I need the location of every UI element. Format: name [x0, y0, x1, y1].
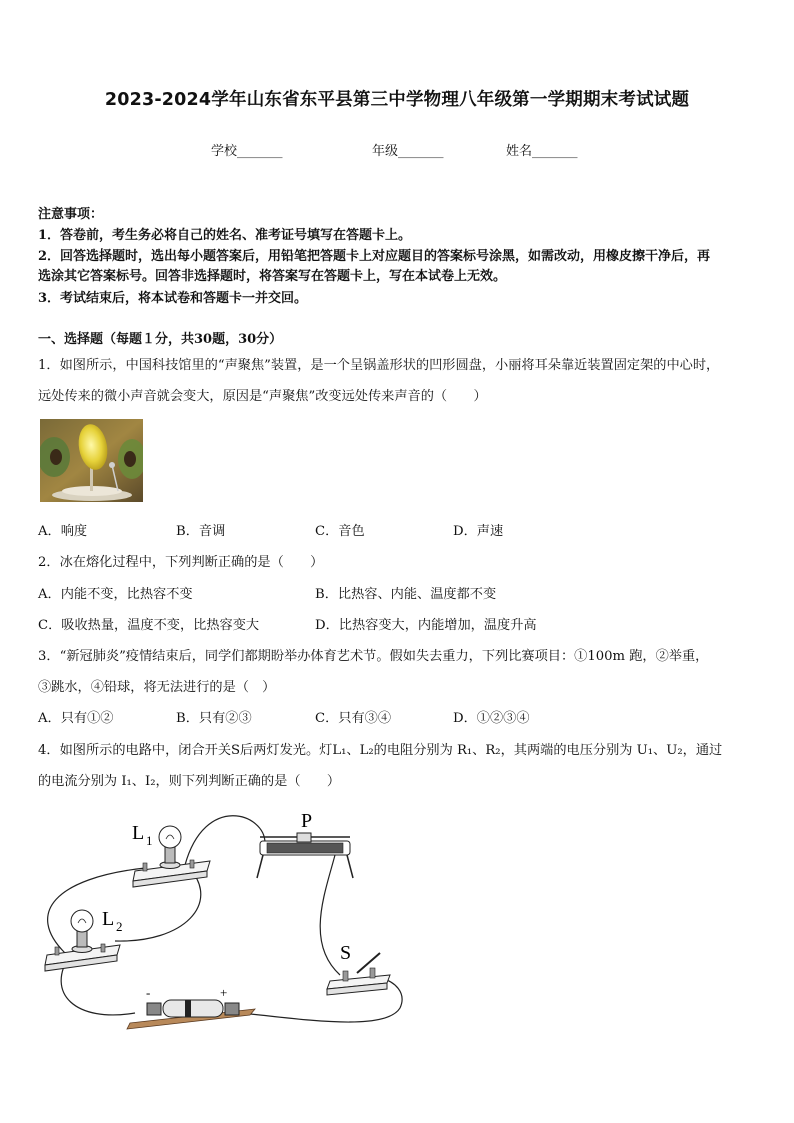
name-field: 姓名_______ — [506, 144, 578, 159]
notice-heading: 注意事项： — [38, 207, 104, 222]
q1-option: D．声速 — [453, 524, 504, 539]
label-l2: L — [102, 908, 115, 930]
wire — [185, 816, 265, 865]
q4-stem-line2: 的电流分别为 I₁、I₂，则下列判断正确的是（ ） — [38, 774, 341, 789]
q2-option: B．比热容、内能、温度都不变 — [315, 587, 497, 602]
notice-item: 3．考试结束后，将本试卷和答题卡一并交回。 — [38, 291, 308, 306]
q2-option: D．比热容变大，内能增加，温度升高 — [315, 618, 537, 633]
q3-option: C．只有③④ — [315, 711, 392, 726]
page-title: 2023-2024学年山东省东平县第三中学物理八年级第一学期期末考试试题 — [104, 90, 690, 110]
notice-item: 选涂其它答案标号。回答非选择题时，将答案写在答题卡上，写在本试卷上无效。 — [38, 269, 507, 284]
q3-stem-line1: 3．“新冠肺炎”疫情结束后，同学们都期盼举办体育艺术节。假如失去重力，下列比赛项目：①100m 跑，②举重， — [38, 649, 709, 664]
q1-option: A．响度 — [38, 524, 88, 539]
label-p: P — [301, 810, 313, 832]
grade-field: 年级_______ — [372, 144, 444, 159]
label-minus: - — [146, 985, 151, 1000]
circuit-diagram — [35, 803, 410, 1031]
q2-stem: 2．冰在熔化过程中，下列判断正确的是（ ） — [38, 555, 324, 570]
label-l1-subscript: 1 — [146, 833, 153, 848]
sound-focus-photo — [40, 419, 143, 502]
rheostat — [257, 833, 353, 878]
label-plus: + — [220, 985, 228, 1000]
q3-option: D．①②③④ — [453, 711, 530, 726]
q4-stem-line1: 4．如图所示的电路中，闭合开关S后两灯发光。灯L₁、L₂的电阻分别为 R₁、R₂，其两端的电压分别为 U₁、U₂，通过 — [38, 743, 723, 758]
q1-stem-line2: 远处传来的微小声音就会变大，原因是“声聚焦”改变远处传来声音的（ ） — [38, 389, 487, 404]
battery — [127, 1000, 255, 1029]
label-l1: L — [132, 822, 145, 844]
switch-s — [327, 953, 390, 995]
q1-option: C．音色 — [315, 524, 365, 539]
notice-item: 2．回答选择题时，选出每小题答案后，用铅笔把答题卡上对应题目的答案标号涂黑，如需改动，用橡皮擦干净后，再 — [38, 249, 711, 264]
q3-stem-line2: ③跳水，④铅球，将无法进行的是（ ） — [38, 680, 276, 695]
label-l2-subscript: 2 — [116, 919, 123, 934]
label-s: S — [340, 942, 352, 964]
q3-option: B．只有②③ — [176, 711, 252, 726]
school-field: 学校_______ — [211, 144, 283, 159]
section-heading: 一、选择题（每题１分，共30题，30分） — [38, 332, 283, 347]
q1-option: B．音调 — [176, 524, 226, 539]
wire — [320, 855, 340, 975]
notice-item: 1．答卷前，考生务必将自己的姓名、准考证号填写在答题卡上。 — [38, 228, 412, 243]
q2-option: A．内能不变，比热容不变 — [38, 587, 193, 602]
q3-option: A．只有①② — [38, 711, 114, 726]
q1-stem-line1: 1．如图所示，中国科技馆里的“声聚焦”装置，是一个呈锅盖形状的凹形圆盘，小丽将耳朵靠近装置固定架的中心时， — [38, 358, 720, 373]
q2-option: C．吸收热量，温度不变，比热容变大 — [38, 618, 260, 633]
